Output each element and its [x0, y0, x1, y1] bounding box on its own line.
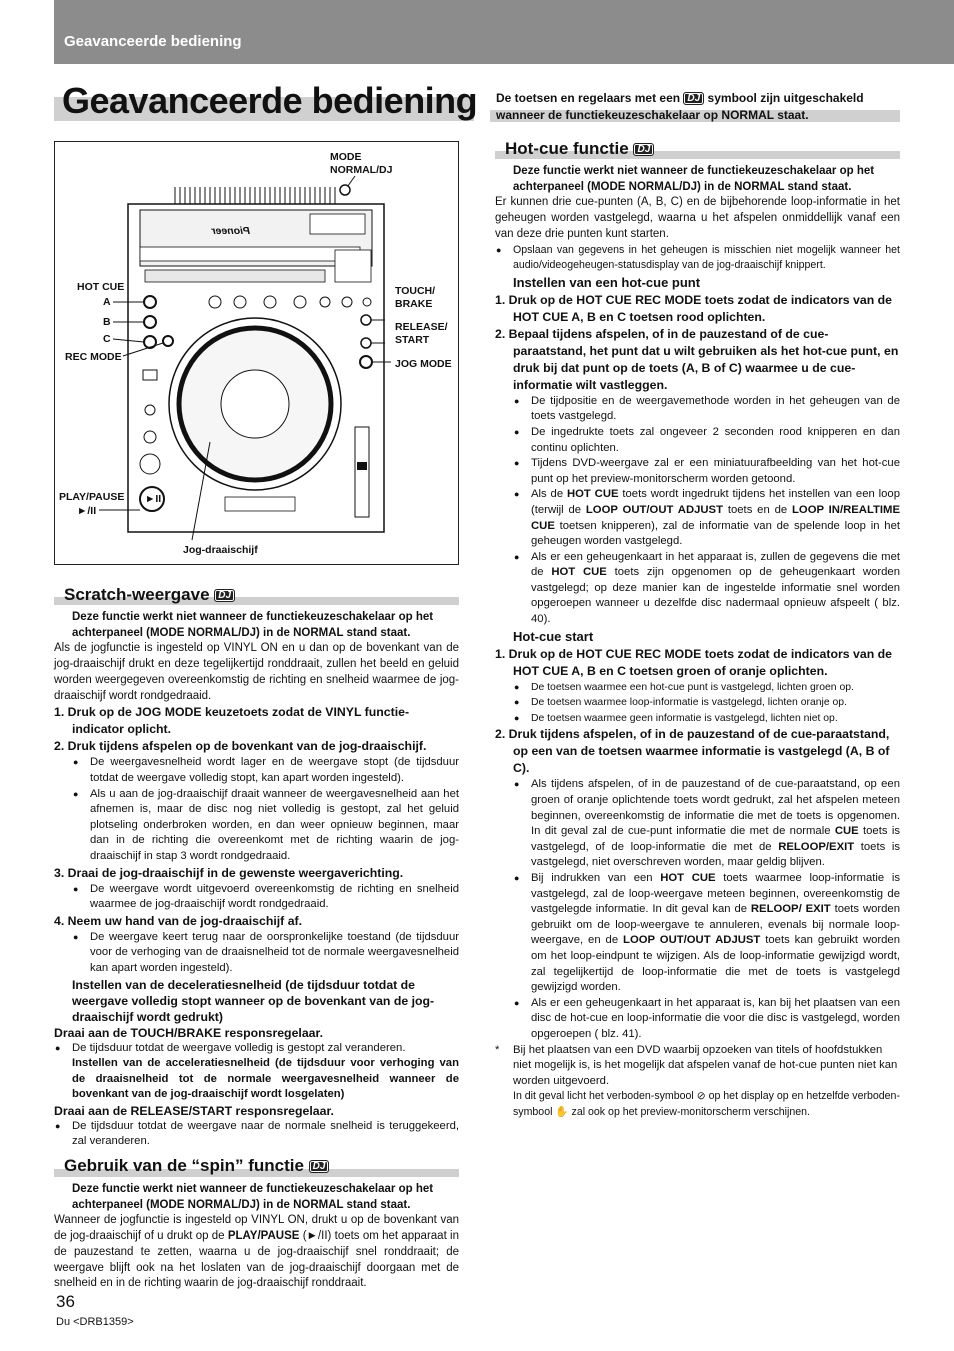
scratch-note: Deze functie werkt niet wanneer de functiekeuzeschakelaar op het achterpaneel (MODE NORMAL/DJ) in de NORMAL stand staat.	[72, 611, 434, 639]
scratch-intro: Als de jogfunctie is ingesteld op VINYL ON en u dan op de bovenkant van de jog-draaischijf drukt en deze tegelijkertijd ronddraait, zullen het beeld en geluid worden weergegeven overeenkomstig de richting en snelheid waarmee de jog-draaischijf wordt rondgedraaid.	[54, 642, 459, 702]
scratch-bullet: ● De weergavesnelheid wordt lager en de weergave stopt (de tijdsduur totdat de weergave volledig stopt, kan apart worden ingesteld).	[54, 755, 459, 786]
footnote: * Bij het plaatsen van een DVD waarbij opzoeken van titels of hoofdstukken niet mogelijk is, is het mogelijk dat afspelen vanaf de hot-cue punten niet kan worden uitgevoerd. In dit geval licht het verboden-symbool ⊘ op het display op en hetzelfde verboden-symbool ✋ zal ook op het preview-monitorscherm verschijnen.	[495, 1043, 900, 1121]
start-bullet: ● De toetsen waarmee een hot-cue punt is vastgelegd, lichten groen op.	[495, 680, 900, 696]
start-bullet: ● De toetsen waarmee geen informatie is vastgelegd, lichten niet op.	[495, 711, 900, 727]
spin-text: Wanneer de jogfunctie is ingesteld op VINYL ON, drukt u op de bovenkant van de jog-draaischijf of u drukt op de PLAY/PAUSE (►/II) toets om het apparaat in de pauzestand te zetten, waarna u de jog-draaischijf snel ronddraait; de weergave blijft ook na het loslaten van de jog-draaischijf doorgaan met de snelheid en in de richting waarin de jog-draaischijf ronddraait.	[54, 1214, 459, 1290]
label-rec-mode: REC MODE	[65, 351, 122, 363]
set-bullet: ● Als de HOT CUE toets wordt ingedrukt tijdens het instellen van een loop (terwijl de LOOP OUT/OUT ADJUST toets en de LOOP IN/REALTIME CUE toetsen knipperen), zal de informatie van de spelende loop in het geheugen worden vastgelegd.	[495, 487, 900, 549]
header-section-title: Geavanceerde bediening	[64, 33, 242, 50]
prohibited-icon: ⊘	[696, 1090, 706, 1103]
touch-brake-instruction: Draai aan de TOUCH/BRAKE responsregelaar.	[54, 1025, 324, 1040]
hotcue-intro: Er kunnen drie cue-punten (A, B, C) en de bijbehorende loop-informatie in het geheugen worden vastgelegd, waarna u het afspelen onmiddellijk vanaf een van deze drie punten kunt starten.	[495, 196, 900, 240]
scratch-step-2: 2. Druk tijdens afspelen op de bovenkant van de jog-draaischijf.	[54, 739, 427, 754]
jog-mode-button	[360, 356, 372, 368]
release-start-knob	[361, 338, 371, 348]
scratch-step-4: 4. Neem uw hand van de jog-draaischijf af.	[54, 913, 303, 928]
spin-section	[54, 1182, 459, 1292]
page-title: Geavanceerde bediening	[62, 80, 478, 121]
start-bullet: ● De toetsen waarmee loop-informatie is vastgelegd, lichten oranje op.	[495, 695, 900, 711]
cdj-illustration	[55, 142, 458, 564]
intro-note: De toetsen en regelaars met een DJ symbool zijn uitgeschakeld wanneer de functiekeuzeschakelaar op NORMAL staat.	[496, 91, 864, 122]
hot-cue-a-button	[144, 296, 156, 308]
set-bullet: ● De tijdpositie en de weergavemethode worden in het geheugen van de toets vastgelegd.	[495, 394, 900, 425]
set-bullet: ● Tijdens DVD-weergave zal er een miniatuurafbeelding van het hot-cue punt op het preview-monitorscherm worden getoond.	[495, 456, 900, 487]
label-hot-cue: HOT CUE	[77, 281, 125, 293]
label-c: C	[103, 333, 111, 345]
label-brake: BRAKE	[395, 298, 433, 310]
label-mode: MODE	[330, 151, 362, 163]
label-touch: TOUCH/	[395, 285, 436, 297]
touch-brake-knob	[361, 315, 371, 325]
hotcue-note: Deze functie werkt niet wanneer de functiekeuzeschakelaar op het achterpaneel (MODE NORMAL/DJ) in de NORMAL stand staat.	[513, 165, 875, 193]
dj-icon: DJ	[214, 589, 235, 602]
hotcue-start-heading: Hot-cue start	[513, 628, 594, 644]
scratch-bullet: ● Als u aan de jog-draaischijf draait wanneer de weergavesnelheid aan het afnemen is, maar de disc nog niet volledig is gestopt, zal het geluid plotseling onderbroken worden, en dan weer opnieuw beginnen, maar dan in de richting die overeenkomt met de richting waarin de jog-draaischijf in stap 3 wordt rondgedraaid.	[54, 787, 459, 865]
spin-heading: Gebruik van de “spin” functie DJ	[64, 1156, 329, 1176]
label-normal-dj: NORMAL/DJ	[330, 164, 393, 176]
scratch-step-1: 1. Druk op de JOG MODE keuzetoets zodat de VINYL functie-indicator oplicht.	[54, 705, 410, 737]
dj-icon: DJ	[309, 1160, 330, 1173]
spin-note: Deze functie werkt niet wanneer de functiekeuzeschakelaar op het achterpaneel (MODE NORMAL/DJ) in de NORMAL stand staat.	[72, 1183, 434, 1211]
set-step-2: 2. Bepaal tijdens afspelen, of in de pauzestand of de cue-paraatstand, het punt dat u wilt gebruiken als het hot-cue punt, en druk bij dat punt op de toets (A, B of C) waarmee u de cue-informatie wilt vastleggen.	[495, 326, 899, 392]
dj-icon: DJ	[683, 92, 704, 105]
label-jog-mode: JOG MODE	[395, 358, 452, 370]
set-bullet: ● Als er een geheugenkaart in het apparaat is, zullen de gegevens die met de HOT CUE toets zijn opgenomen op de geheugenkaart worden vastgelegd; op deze manier kan de ingestelde informatie snel worden opgeroepen wanneer u dezelfde disc nadermaal opnieuw afspeelt ( blz. 40).	[495, 550, 900, 628]
set-step-1: 1. Druk op de HOT CUE REC MODE toets zodat de indicators van de HOT CUE A, B en C toetsen rood oplichten.	[495, 292, 892, 324]
brand-logo: Pioneer	[211, 225, 250, 237]
hotcue-intro-bullet: ● Opslaan van gegevens in het geheugen is misschien niet mogelijk wanneer het audio/videogeheugen-statusdisplay van de jog-draaischijf knippert.	[495, 243, 900, 274]
label-b: B	[103, 316, 111, 328]
label-play-symbol: ►/II	[77, 505, 97, 517]
set-hotcue-heading: Instellen van een hot-cue punt	[513, 274, 701, 290]
start-bullet: ● Als tijdens afspelen, of in de pauzestand of de cue-paraatstand, op een groen of oranje oplichtende toets wordt gedrukt, zal het afspelen meteen beginnen, overeenkomstig de informatie die met de toets is opgenomen. In dit geval zal de cue-punt informatie die met de normale CUE toets is vastgelegd, of de loop-informatie die met de RELOOP/EXIT toets is vastgelegd, niet overschreven worden, maar geldig blijven.	[495, 777, 900, 871]
hotcue-section	[495, 164, 900, 1121]
scratch-section	[54, 610, 459, 1150]
scratch-heading: Scratch-weergave DJ	[64, 585, 235, 605]
prohibited-hand-icon: ✋	[555, 1105, 569, 1118]
device-figure	[54, 141, 459, 565]
label-release: RELEASE/	[395, 321, 448, 333]
label-jog-wheel: Jog-draaischijf	[183, 544, 258, 556]
page-number: 36	[56, 1292, 75, 1311]
scratch-bullet: ● De weergave keert terug naar de oorspronkelijke toestand (de tijdsduur voor de verhoging van de draaisnelheid tot de normale weergavesnelheid kan apart worden ingesteld).	[54, 930, 459, 977]
display-window	[145, 270, 325, 282]
document-code: Du <DRB1359>	[56, 1316, 134, 1328]
label-start: START	[395, 334, 430, 346]
decel-heading: Instellen van de deceleratiesnelheid (de tijdsduur totdat de weergave volledig stopt wanneer op de bovenkant van de jog-draaischijf wordt gedrukt)	[72, 977, 435, 1024]
hotcue-heading: Hot-cue functie DJ	[505, 139, 654, 159]
scratch-step-3: 3. Draai de jog-draaischijf in de gewenste weergaverichting.	[54, 865, 404, 880]
hot-cue-b-button	[144, 316, 156, 328]
header-bar	[54, 0, 954, 64]
release-start-instruction: Draai aan de RELEASE/START responsregelaar.	[54, 1103, 334, 1118]
set-bullet: ● De ingedrukte toets zal ongeveer 2 seconden rood knipperen en dan continu oplichten.	[495, 425, 900, 456]
mode-switch	[340, 185, 350, 195]
start-step-2: 2. Druk tijdens afspelen, of in de pauzestand of de cue-paraatstand, op een van de toetsen waarmee informatie is vastgelegd (A, B of C).	[495, 727, 890, 776]
dj-icon: DJ	[633, 143, 654, 156]
label-a: A	[103, 296, 111, 308]
start-step-1: 1. Druk op de HOT CUE REC MODE toets zodat de indicators van de HOT CUE A, B en C toetsen groen of oranje oplichten.	[495, 646, 892, 678]
scratch-bullet: ● De weergave wordt uitgevoerd overeenkomstig de richting en snelheid waarmee de jog-draaischijf wordt rondgedraaid.	[54, 882, 459, 913]
label-play-pause: PLAY/PAUSE	[59, 491, 125, 503]
release-start-bullet: ● De tijdsduur totdat de weergave naar de normale snelheid is teruggekeerd, zal veranderen.	[54, 1119, 459, 1150]
touch-brake-bullet: ● De tijdsduur totdat de weergave volledig is gestopt zal veranderen. Instellen van de acceleratiesnelheid (de tijdsduur voor verhoging van de draaisnelheid tot de normale weergavesnelheid wanneer de bovenkant van de jog-draaischijf wordt losgelaten)	[54, 1041, 459, 1103]
start-bullet: ● Bij indrukken van een HOT CUE toets waarmee loop-informatie is vastgelegd, zal de loop-weergave meteen beginnen, overeenkomstig de vastgelegde informatie. In dit geval kan de RELOOP/ EXIT toets worden gebruikt om de loop-weergave te annuleren, evenals bij normale loop-weergave, en de LOOP OUT/OUT ADJUST toets kan gebruikt worden om het loop-eindpunt te wijzigen. Als de loop-informatie gewijzigd wordt, zal tegelijkertijd de loop-informatie die met de toets is vastgelegd gewijzigd worden.	[495, 871, 900, 996]
rec-mode-button	[163, 336, 173, 346]
svg-text:►II: ►II	[145, 493, 162, 505]
start-bullet: ● Als er een geheugenkaart in het apparaat is, kan bij het plaatsen van een disc de hot-cue en loop-informatie die voor die disc is vastgelegd, worden opgeroepen ( blz. 41).	[495, 996, 900, 1043]
